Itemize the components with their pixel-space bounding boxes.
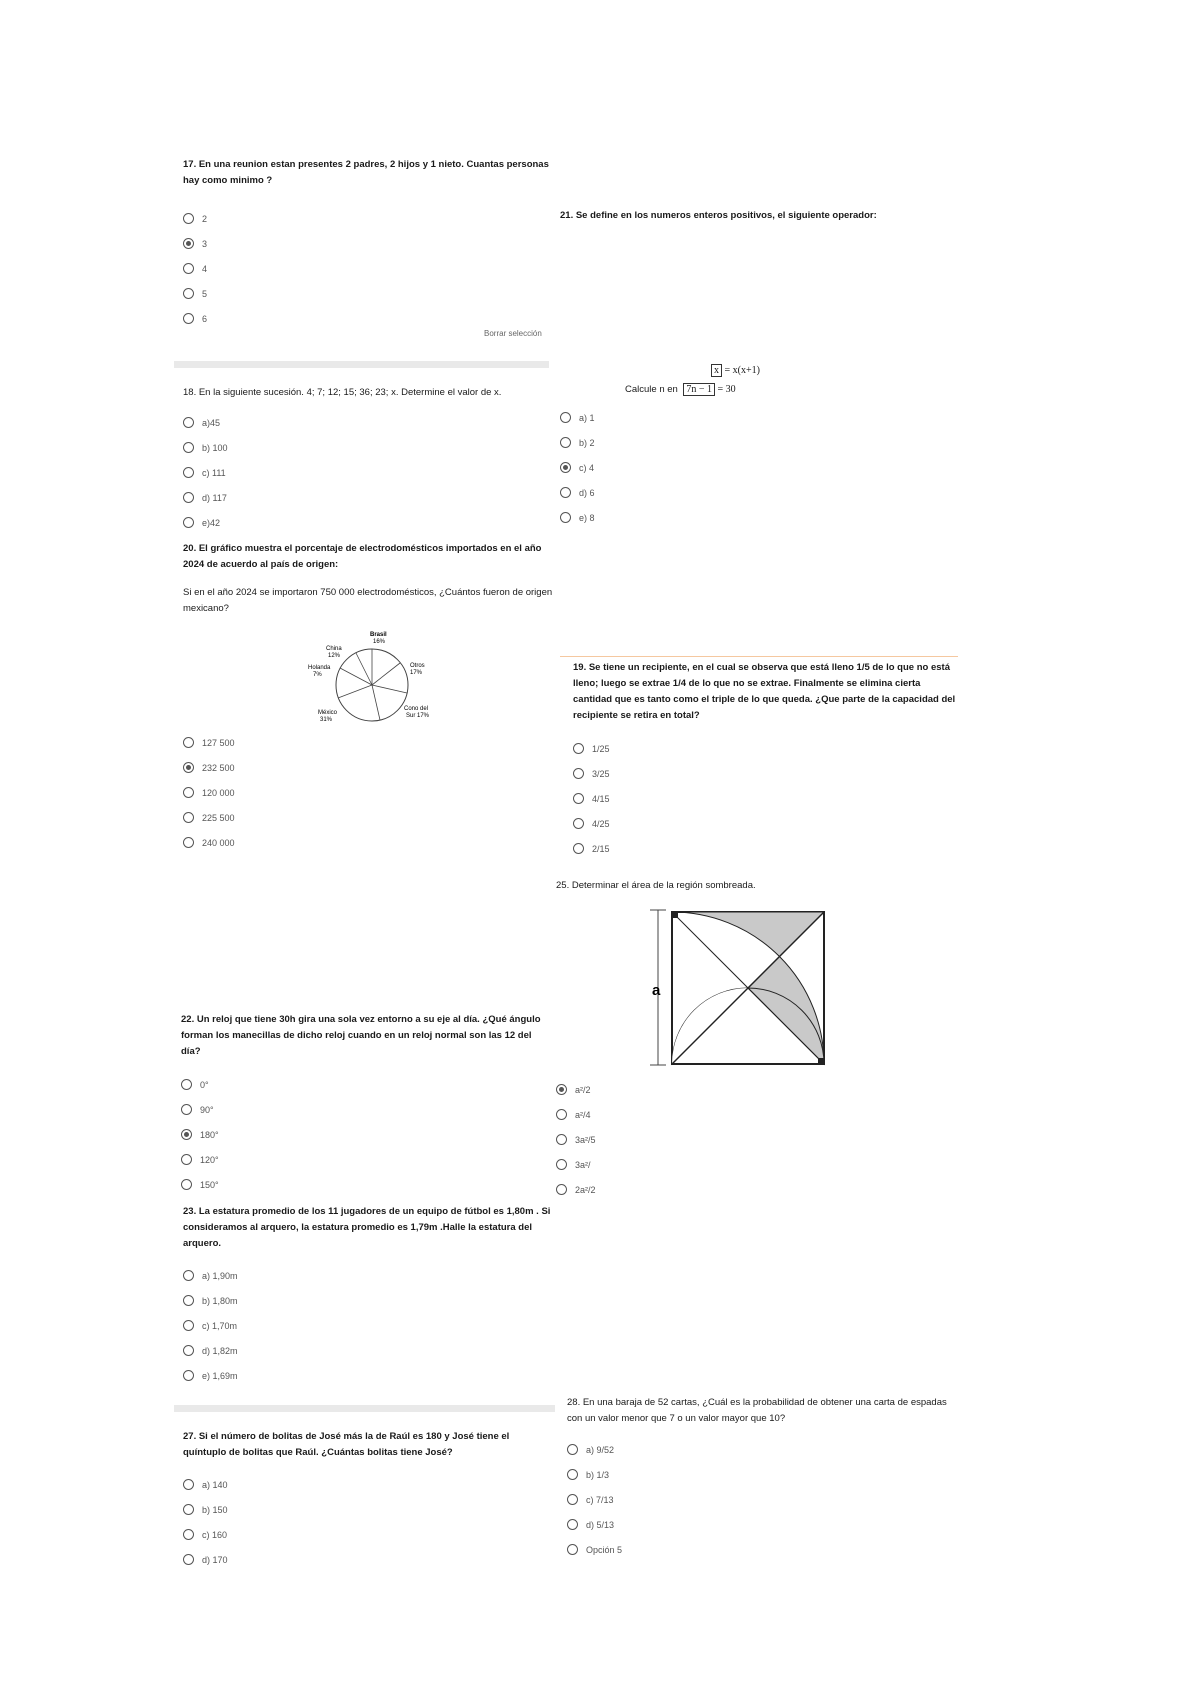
option-label: 232 500 — [202, 762, 235, 773]
radio-unchecked-icon[interactable] — [183, 1270, 194, 1281]
option-label: 4/25 — [592, 818, 610, 829]
radio-unchecked-icon[interactable] — [183, 1529, 194, 1540]
option-label: Opción 5 — [586, 1544, 623, 1555]
option-item[interactable] — [560, 480, 760, 505]
option-label: 127 500 — [202, 737, 235, 748]
formula-line-2 — [625, 384, 736, 395]
radio-unchecked-icon[interactable] — [181, 1079, 192, 1090]
radio-unchecked-icon[interactable] — [560, 412, 571, 423]
question-21 — [560, 208, 960, 224]
option-item[interactable] — [183, 306, 553, 331]
operator-box: x — [711, 364, 722, 377]
option-label: 6 — [202, 313, 208, 324]
radio-unchecked-icon[interactable] — [183, 1295, 194, 1306]
pie-label-brasil-pct: 16% — [373, 639, 386, 645]
option-label: d) 117 — [202, 492, 227, 503]
option-label: 120° — [200, 1154, 219, 1165]
question-19 — [573, 660, 958, 861]
option-item[interactable] — [183, 1363, 553, 1388]
option-item[interactable] — [183, 730, 483, 755]
option-label: a) 1,90m — [202, 1270, 238, 1281]
option-item[interactable] — [183, 805, 483, 830]
question-25 — [556, 878, 956, 894]
option-label: a) 140 — [202, 1479, 228, 1490]
radio-unchecked-icon[interactable] — [183, 1554, 194, 1565]
radio-unchecked-icon[interactable] — [567, 1544, 578, 1555]
radio-unchecked-icon[interactable] — [560, 487, 571, 498]
option-label: b) 1,80m — [202, 1295, 238, 1306]
options-list — [183, 1263, 553, 1388]
radio-unchecked-icon[interactable] — [183, 442, 194, 453]
option-label: 4 — [202, 263, 208, 274]
option-item[interactable] — [556, 1102, 756, 1127]
option-label: e) 8 — [579, 512, 595, 523]
radio-unchecked-icon[interactable] — [183, 1345, 194, 1356]
formula-rhs: = 30 — [717, 384, 736, 395]
radio-unchecked-icon[interactable] — [183, 787, 194, 798]
radio-unchecked-icon[interactable] — [573, 793, 584, 804]
section-divider — [560, 656, 958, 657]
option-item[interactable] — [567, 1487, 952, 1512]
option-item[interactable] — [183, 1472, 553, 1497]
pie-label-holanda: Holanda — [308, 665, 331, 671]
option-item[interactable] — [183, 1338, 553, 1363]
option-item[interactable] — [573, 786, 958, 811]
pie-label-china: China — [326, 646, 342, 652]
option-label: c) 160 — [202, 1529, 228, 1540]
option-item[interactable] — [556, 1127, 756, 1152]
question-28 — [567, 1395, 952, 1562]
pie-label-otros: Otros — [410, 663, 425, 669]
option-label: 2a²/2 — [575, 1184, 596, 1195]
option-label: c) 111 — [202, 467, 226, 478]
question-text: 27. Si el número de bolitas de José más la de Raúl es 180 y José tiene el quíntuplo de bolitas que Raúl. ¿Cuántas bolitas tiene José? — [183, 1431, 510, 1458]
radio-unchecked-icon[interactable] — [567, 1494, 578, 1505]
radio-unchecked-icon[interactable] — [560, 512, 571, 523]
radio-unchecked-icon[interactable] — [183, 837, 194, 848]
options-list — [183, 1472, 553, 1572]
options-list — [573, 736, 958, 861]
option-label: a²/4 — [575, 1109, 591, 1120]
clear-selection-link[interactable]: Borrar selección — [484, 329, 542, 338]
pie-chart — [300, 630, 450, 735]
option-item[interactable] — [183, 755, 483, 780]
option-item[interactable] — [183, 281, 553, 306]
option-label: 2/15 — [592, 843, 610, 854]
option-label: c) 4 — [579, 462, 595, 473]
option-item[interactable] — [181, 1072, 551, 1097]
question-18 — [183, 385, 553, 535]
radio-unchecked-icon[interactable] — [573, 768, 584, 779]
question-25-options — [556, 1077, 756, 1202]
option-label: 3 — [202, 238, 208, 249]
option-item[interactable] — [560, 455, 760, 480]
option-item[interactable] — [183, 1313, 553, 1338]
pie-label-brasil: Brasil — [370, 632, 387, 638]
option-label: 120 000 — [202, 787, 235, 798]
option-item[interactable] — [183, 1263, 553, 1288]
radio-unchecked-icon[interactable] — [573, 843, 584, 854]
option-item[interactable] — [556, 1177, 756, 1202]
option-item[interactable] — [181, 1147, 551, 1172]
question-27 — [183, 1429, 553, 1572]
option-label: a) 9/52 — [586, 1444, 615, 1455]
radio-unchecked-icon[interactable] — [183, 1479, 194, 1490]
option-item[interactable] — [183, 1497, 553, 1522]
question-text: 25. Determinar el área de la región sombreada. — [556, 880, 756, 891]
option-item[interactable] — [181, 1172, 551, 1197]
question-text: 22. Un reloj que tiene 30h gira una sola vez entorno a su eje al día. ¿Qué ángulo forman los manecillas de dicho reloj cuando en un reloj normal son las 12 del día? — [181, 1014, 541, 1057]
radio-checked-icon[interactable] — [556, 1084, 567, 1095]
radio-unchecked-icon[interactable] — [183, 737, 194, 748]
option-item[interactable] — [183, 485, 553, 510]
radio-unchecked-icon[interactable] — [573, 818, 584, 829]
radio-unchecked-icon[interactable] — [183, 1320, 194, 1331]
option-item[interactable] — [183, 435, 553, 460]
option-item[interactable] — [567, 1512, 952, 1537]
options-list — [183, 730, 483, 855]
option-item[interactable] — [183, 206, 553, 231]
section-divider — [174, 1405, 555, 1412]
option-label: 4/15 — [592, 793, 610, 804]
side-label-a: a — [652, 982, 661, 999]
option-item[interactable] — [183, 231, 553, 256]
option-label: d) 170 — [202, 1554, 228, 1565]
option-label: 3/25 — [592, 768, 610, 779]
radio-unchecked-icon[interactable] — [183, 517, 194, 528]
radio-unchecked-icon[interactable] — [183, 213, 194, 224]
option-label: e)42 — [202, 517, 221, 528]
option-label: e) 1,69m — [202, 1370, 238, 1381]
question-text: 28. En una baraja de 52 cartas, ¿Cuál es la probabilidad de obtener una carta de espadas con un valor menor que 7 o un valor mayor que 10? — [567, 1397, 947, 1424]
option-label: d) 6 — [579, 487, 595, 498]
pie-label-mexico-pct: 31% — [320, 717, 333, 723]
option-item[interactable] — [183, 780, 483, 805]
radio-unchecked-icon[interactable] — [567, 1519, 578, 1530]
option-label: 2 — [202, 213, 208, 224]
pie-label-holanda-pct: 7% — [313, 672, 322, 678]
radio-unchecked-icon[interactable] — [181, 1104, 192, 1115]
radio-unchecked-icon[interactable] — [556, 1184, 567, 1195]
option-label: 3a²/ — [575, 1159, 591, 1170]
option-item[interactable] — [183, 1288, 553, 1313]
operator-box: 7n − 1 — [683, 383, 715, 396]
option-label: 225 500 — [202, 812, 235, 823]
question-text: 19. Se tiene un recipiente, en el cual se observa que está lleno 1/5 de lo que no está lleno; luego se extrae 1/4 de lo que no se extrae. Finalmente se elimina cierta cantidad que es tanto como el triple de lo que queda. ¿Que parte de la capacidad del recipiente se retira en total? — [573, 662, 956, 721]
radio-unchecked-icon[interactable] — [556, 1109, 567, 1120]
pie-label-otros-pct: 17% — [410, 670, 423, 676]
formula-block — [625, 365, 785, 405]
question-text: 21. Se define en los numeros enteros positivos, el siguiente operador: — [560, 210, 877, 221]
options-list — [183, 410, 553, 535]
radio-unchecked-icon[interactable] — [567, 1444, 578, 1455]
question-text: 20. El gráfico muestra el porcentaje de electrodomésticos importados en el año 2024 de acuerdo al país de origen: — [183, 543, 542, 570]
option-item[interactable] — [573, 811, 958, 836]
question-text: 23. La estatura promedio de los 11 jugadores de un equipo de fútbol es 1,80m . Si consideramos al arquero, la estatura promedio es 1,79m .Halle la estatura del arquero. — [183, 1206, 551, 1249]
question-subtext: Si en el año 2024 se importaron 750 000 electrodomésticos, ¿Cuántos fueron de origen mexicano? — [183, 587, 553, 614]
question-20 — [183, 541, 553, 617]
radio-unchecked-icon[interactable] — [556, 1134, 567, 1145]
option-item[interactable] — [183, 830, 483, 855]
option-label: 150° — [200, 1179, 219, 1190]
option-item[interactable] — [560, 430, 760, 455]
pie-label-cono: Cono del — [404, 706, 429, 712]
section-divider — [174, 361, 549, 368]
radio-unchecked-icon[interactable] — [183, 1370, 194, 1381]
question-22 — [181, 1012, 551, 1197]
option-label: 180° — [200, 1129, 219, 1140]
option-label: 240 000 — [202, 837, 235, 848]
option-label: b) 2 — [579, 437, 595, 448]
option-item[interactable] — [183, 1547, 553, 1572]
radio-unchecked-icon[interactable] — [183, 417, 194, 428]
radio-unchecked-icon[interactable] — [567, 1469, 578, 1480]
option-label: b) 100 — [202, 442, 228, 453]
question-17 — [183, 157, 553, 331]
options-list — [567, 1437, 952, 1562]
option-item[interactable] — [181, 1097, 551, 1122]
radio-unchecked-icon[interactable] — [183, 812, 194, 823]
option-label: 0° — [200, 1079, 209, 1090]
option-item[interactable] — [567, 1462, 952, 1487]
corner-mark — [672, 912, 678, 918]
radio-unchecked-icon[interactable] — [573, 743, 584, 754]
option-label: c) 1,70m — [202, 1320, 238, 1331]
question-21-options — [560, 405, 760, 530]
option-label: a)45 — [202, 417, 221, 428]
corner-mark — [818, 1058, 824, 1064]
radio-checked-icon[interactable] — [183, 238, 194, 249]
pie-label-mexico: México — [318, 710, 338, 716]
option-item[interactable] — [560, 405, 760, 430]
option-item[interactable] — [567, 1437, 952, 1462]
radio-unchecked-icon[interactable] — [556, 1159, 567, 1170]
option-item[interactable] — [183, 256, 553, 281]
option-label: 5 — [202, 288, 208, 299]
radio-unchecked-icon[interactable] — [183, 467, 194, 478]
option-item[interactable] — [556, 1077, 756, 1102]
option-item[interactable] — [573, 761, 958, 786]
option-label: b) 1/3 — [586, 1469, 610, 1480]
shaded-region-figure — [640, 905, 830, 1070]
option-label: 3a²/5 — [575, 1134, 596, 1145]
options-list — [181, 1072, 551, 1197]
option-item[interactable] — [560, 505, 760, 530]
radio-checked-icon[interactable] — [560, 462, 571, 473]
option-item[interactable] — [183, 460, 553, 485]
pie-label-china-pct: 12% — [328, 653, 341, 659]
radio-unchecked-icon[interactable] — [183, 492, 194, 503]
option-item[interactable] — [181, 1122, 551, 1147]
option-item[interactable] — [573, 736, 958, 761]
question-text: 17. En una reunion estan presentes 2 padres, 2 hijos y 1 nieto. Cuantas personas hay como minimo ? — [183, 159, 549, 186]
question-text: 18. En la siguiente sucesión. 4; 7; 12; 15; 36; 23; x. Determine el valor de x. — [183, 387, 502, 398]
radio-unchecked-icon[interactable] — [181, 1154, 192, 1165]
formula-rhs: = x(x+1) — [724, 365, 760, 376]
option-label: d) 1,82m — [202, 1345, 238, 1356]
option-label: d) 5/13 — [586, 1519, 615, 1530]
radio-unchecked-icon[interactable] — [181, 1179, 192, 1190]
option-label: b) 150 — [202, 1504, 228, 1515]
option-item[interactable] — [183, 510, 553, 535]
option-item[interactable] — [183, 410, 553, 435]
calc-label: Calcule n en — [625, 384, 678, 395]
radio-checked-icon[interactable] — [183, 762, 194, 773]
radio-unchecked-icon[interactable] — [183, 263, 194, 274]
option-item[interactable] — [567, 1537, 952, 1562]
formula-line-1 — [711, 365, 760, 376]
options-list — [183, 206, 553, 331]
radio-unchecked-icon[interactable] — [183, 313, 194, 324]
option-label: a) 1 — [579, 412, 595, 423]
radio-unchecked-icon[interactable] — [183, 288, 194, 299]
question-20-options — [183, 730, 483, 855]
option-label: 90° — [200, 1104, 214, 1115]
option-label: 1/25 — [592, 743, 610, 754]
options-list — [556, 1077, 756, 1202]
radio-unchecked-icon[interactable] — [183, 1504, 194, 1515]
options-list — [560, 405, 760, 530]
option-item[interactable] — [556, 1152, 756, 1177]
radio-unchecked-icon[interactable] — [560, 437, 571, 448]
radio-checked-icon[interactable] — [181, 1129, 192, 1140]
option-label: a²/2 — [575, 1084, 591, 1095]
question-23 — [183, 1204, 553, 1388]
option-label: c) 7/13 — [586, 1494, 614, 1505]
option-item[interactable] — [573, 836, 958, 861]
option-item[interactable] — [183, 1522, 553, 1547]
pie-label-cono2: Sur 17% — [406, 713, 430, 719]
